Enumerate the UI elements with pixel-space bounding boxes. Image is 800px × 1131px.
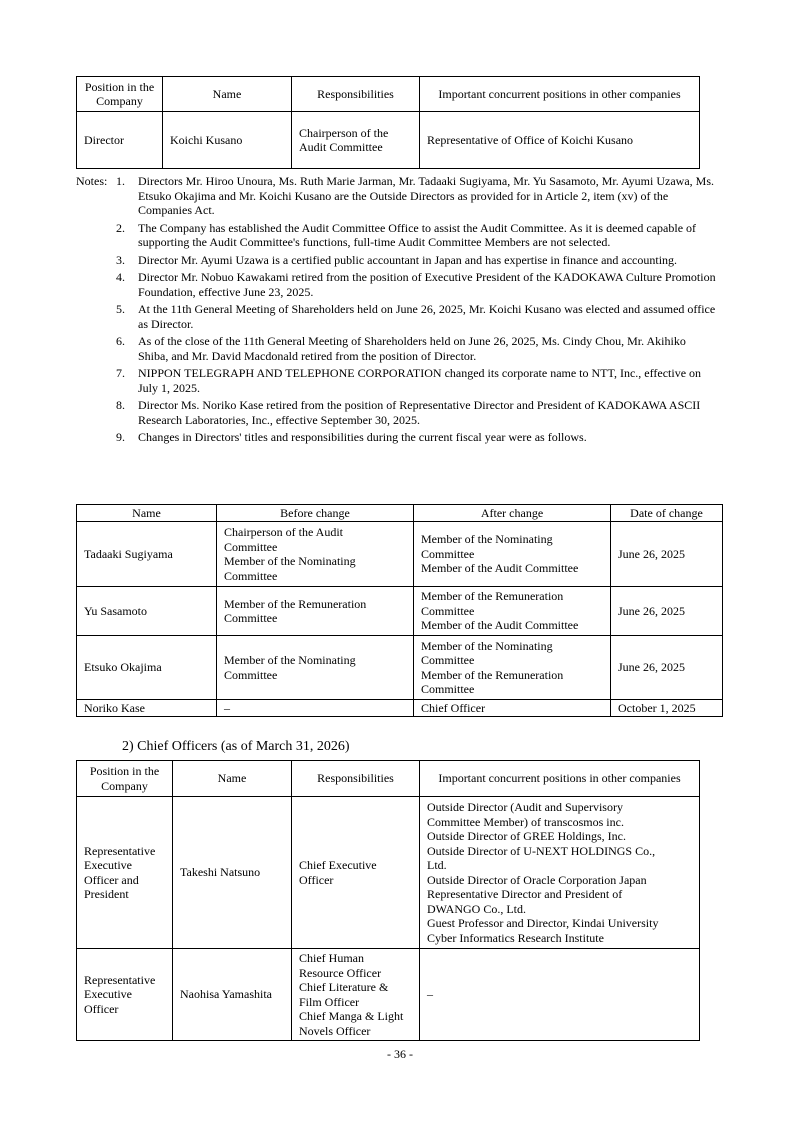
cell-name: Koichi Kusano <box>163 112 292 169</box>
note-text: Director Ms. Noriko Kase retired from the position of Representative Director and President of KADOKAWA ASCII Research Laboratories, Inc., effective September 30, 2025. <box>138 398 701 427</box>
header-name: Name <box>173 761 292 797</box>
page-number: - 36 - <box>387 1047 413 1061</box>
note-number: 6. <box>116 334 125 348</box>
header-date: Date of change <box>611 505 723 522</box>
cell-position <box>77 797 173 949</box>
header-name: Name <box>77 505 217 522</box>
cell-line: Committee <box>421 603 475 618</box>
cell-line: President <box>84 887 129 901</box>
cell-line: Officer <box>84 1001 119 1016</box>
header-concurrent: Important concurrent positions in other companies <box>420 77 700 112</box>
header-position: Position in the Company <box>77 761 173 797</box>
notes-section <box>76 174 716 448</box>
cell-line: Committee <box>224 568 278 583</box>
cell-position <box>77 949 173 1041</box>
note-number: 8. <box>116 398 125 412</box>
cell-line: Representative <box>84 972 156 987</box>
cell-line: Member of the Nominating <box>224 653 356 667</box>
cell-line: Outside Director of Oracle Corporation Japan <box>427 872 647 887</box>
cell-name: Etsuko Okajima <box>77 636 217 700</box>
note-item <box>76 430 716 445</box>
note-number: 9. <box>116 430 125 444</box>
cell-line: Ltd. <box>427 858 447 872</box>
cell-line: Officer <box>299 872 334 887</box>
cell-line: Guest Professor and Director, Kindai University <box>427 916 659 930</box>
cell-line: Committee <box>224 539 278 554</box>
note-text: The Company has established the Audit Committee Office to assist the Audit Committee. As it is deemed capable of supporting the Audit Committee's functions, full-time Audit Committee Members are not selected. <box>138 220 697 249</box>
note-number: 5. <box>116 302 125 316</box>
cell-line: Committee Member) of transcosmos inc. <box>427 814 624 829</box>
cell-line: Representative <box>84 843 156 858</box>
cell-line: Resource Officer <box>299 965 382 980</box>
cell-line: Member of the Nominating <box>421 532 553 547</box>
header-concurrent: Important concurrent positions in other companies <box>420 761 700 797</box>
cell-line: Representative Director and President of <box>427 887 623 901</box>
cell-date: June 26, 2025 <box>611 587 723 636</box>
changes-table <box>76 504 723 717</box>
cell-line: Chairperson of the Audit <box>224 525 343 539</box>
table-row <box>77 587 723 636</box>
cell-responsibilities: Chairperson of the Audit Committee <box>292 112 420 169</box>
note-item <box>76 366 716 395</box>
note-item <box>76 221 716 250</box>
cell-before: – <box>217 700 414 717</box>
cell-line: Member of the Remuneration <box>421 589 564 604</box>
cell-line: Chief Executive <box>299 858 377 872</box>
cell-name: Naohisa Yamashita <box>173 949 292 1041</box>
table-header-row <box>77 77 700 112</box>
cell-line: Member of the Nominating <box>421 638 553 653</box>
header-responsibilities: Responsibilities <box>292 761 420 797</box>
cell-concurrent <box>420 797 700 949</box>
cell-concurrent: – <box>420 949 700 1041</box>
cell-line: Outside Director of U-NEXT HOLDINGS Co., <box>427 843 656 858</box>
note-text: Director Mr. Nobuo Kawakami retired from the position of Executive President of the KADOKAWA Culture Promotion Foundation, effective June 23, 2025. <box>138 270 716 299</box>
cell-before <box>217 636 414 700</box>
note-number: 3. <box>116 252 125 267</box>
header-position: Position in the Company <box>77 77 163 112</box>
cell-line: Executive <box>84 987 132 1002</box>
table-row <box>77 522 723 587</box>
cell-line: Novels Officer <box>299 1023 371 1038</box>
cell-line: Committee <box>421 546 475 561</box>
cell-name: Takeshi Natsuno <box>173 797 292 949</box>
table-row <box>77 112 700 169</box>
cell-line: Film Officer <box>299 994 360 1009</box>
cell-line: Chief Manga & Light <box>299 1009 404 1023</box>
note-text: Directors Mr. Hiroo Unoura, Ms. Ruth Marie Jarman, Mr. Tadaaki Sugiyama, Mr. Yu Sasamoto, Mr. Ayumi Uzawa, Ms. Etsuko Okajima and Mr. Koichi Kusano are the Outside Directors as provided for in Article 2, item (xv) of the Companies Act. <box>138 174 714 217</box>
note-number: 2. <box>116 220 125 235</box>
note-number: 4. <box>116 270 125 284</box>
cell-date: June 26, 2025 <box>611 522 723 587</box>
cell-line: Committee <box>421 653 475 667</box>
cell-line: Outside Director of GREE Holdings, Inc. <box>427 829 626 843</box>
note-text: At the 11th General Meeting of Shareholders held on June 26, 2025, Mr. Koichi Kusano was elected and assumed office as Director. <box>138 302 716 331</box>
cell-line: Member of the Remuneration <box>224 596 367 611</box>
note-text: Changes in Directors' titles and responsibilities during the current fiscal year were as follows. <box>138 430 587 444</box>
cell-line: Cyber Informatics Research Institute <box>427 930 604 945</box>
cell-line: Chief Literature & <box>299 980 389 994</box>
cell-line: Committee <box>421 682 475 696</box>
cell-line: DWANGO Co., Ltd. <box>427 901 526 916</box>
cell-before <box>217 522 414 587</box>
cell-after <box>414 636 611 700</box>
cell-line: Outside Director (Audit and Supervisory <box>427 800 623 814</box>
note-item <box>76 334 716 363</box>
cell-line: Committee <box>224 667 278 682</box>
cell-after <box>414 587 611 636</box>
cell-position: Director <box>77 112 163 169</box>
cell-name: Noriko Kase <box>77 700 217 717</box>
cell-line: Member of the Audit Committee <box>421 561 579 576</box>
header-responsibilities: Responsibilities <box>292 77 420 112</box>
table-header-row <box>77 505 723 522</box>
cell-line: Executive <box>84 858 132 872</box>
cell-line: Member of the Remuneration <box>421 667 564 682</box>
cell-name: Yu Sasamoto <box>77 587 217 636</box>
directors-table <box>76 76 700 169</box>
header-name: Name <box>163 77 292 112</box>
note-item <box>76 174 716 218</box>
table-row <box>77 700 723 717</box>
note-text: Director Mr. Ayumi Uzawa is a certified public accountant in Japan and has expertise in finance and accounting. <box>138 252 678 267</box>
cell-responsibilities <box>292 797 420 949</box>
note-number: 1. <box>116 174 125 188</box>
note-item <box>76 398 716 427</box>
cell-line: Chief Human <box>299 951 364 965</box>
table-header-row <box>77 761 700 797</box>
header-after: After change <box>414 505 611 522</box>
cell-line: Committee <box>224 611 278 625</box>
cell-concurrent: Representative of Office of Koichi Kusano <box>420 112 700 169</box>
note-text: As of the close of the 11th General Meeting of Shareholders held on June 26, 2025, Ms. Cindy Chou, Mr. Akihiko Shiba, and Mr. David Macdonald retired from the position of Director. <box>138 334 686 363</box>
note-number: 7. <box>116 366 125 380</box>
chief-officers-table <box>76 760 700 1041</box>
cell-after <box>414 522 611 587</box>
header-before: Before change <box>217 505 414 522</box>
cell-line: Officer and <box>84 872 139 887</box>
note-item <box>76 270 716 299</box>
cell-after: Chief Officer <box>414 700 611 717</box>
cell-date: October 1, 2025 <box>611 700 723 717</box>
note-text: NIPPON TELEGRAPH AND TELEPHONE CORPORATION changed its corporate name to NTT, Inc., effective on July 1, 2025. <box>138 366 702 395</box>
cell-name: Tadaaki Sugiyama <box>77 522 217 587</box>
cell-responsibilities <box>292 949 420 1041</box>
cell-line: Member of the Nominating <box>224 554 356 568</box>
cell-before <box>217 587 414 636</box>
note-item <box>76 302 716 331</box>
table-row <box>77 797 700 949</box>
note-item <box>76 253 716 268</box>
section-heading: 2) Chief Officers (as of March 31, 2026) <box>122 739 350 754</box>
notes-prefix: Notes: <box>76 174 108 188</box>
table-row <box>77 636 723 700</box>
table-row <box>77 949 700 1041</box>
cell-line: Member of the Audit Committee <box>421 618 579 633</box>
cell-date: June 26, 2025 <box>611 636 723 700</box>
